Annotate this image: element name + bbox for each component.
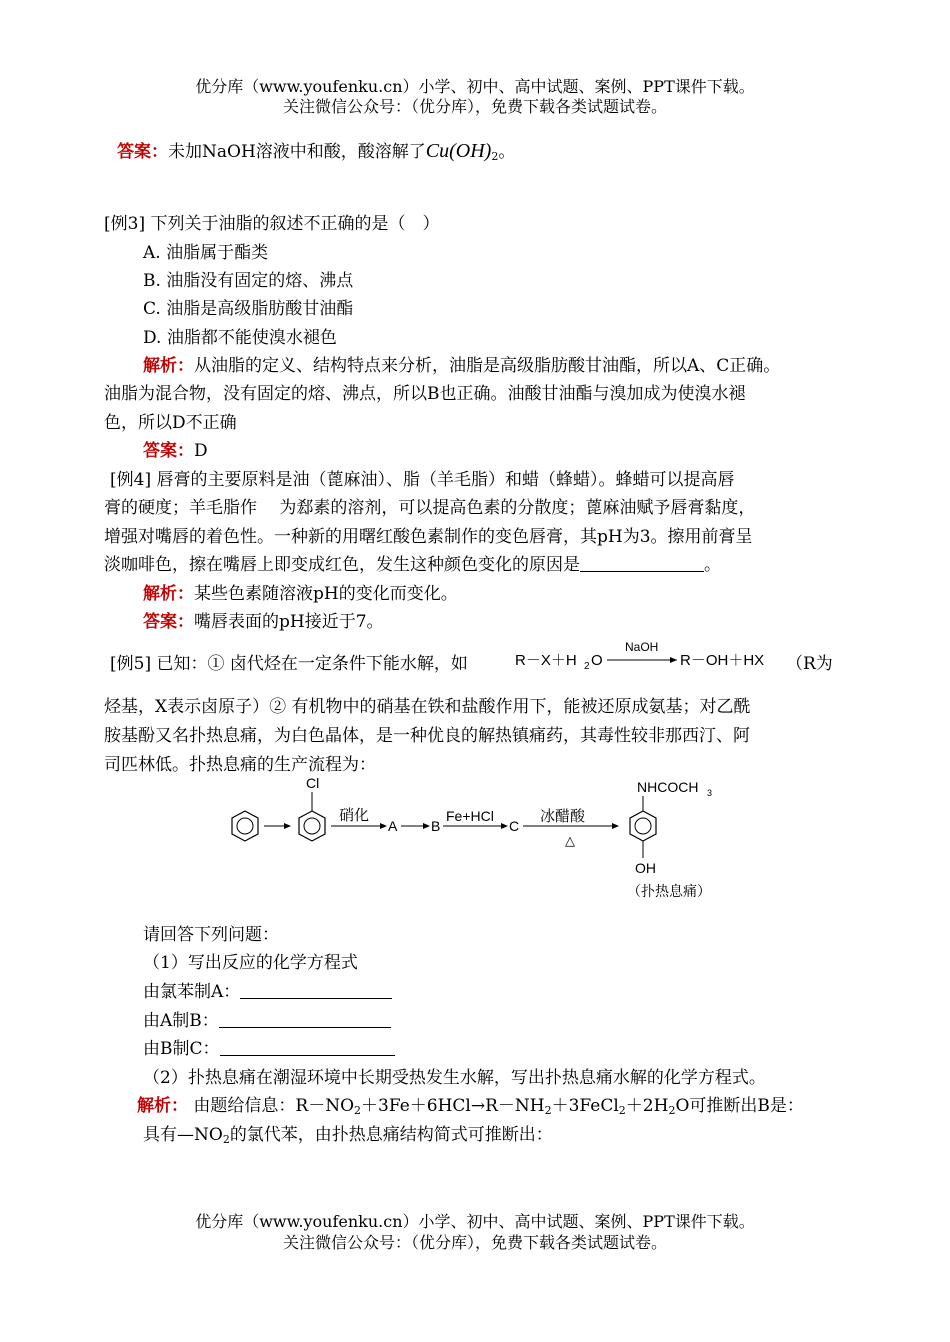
- ex3-option-a: A. 油脂属于酯类: [143, 243, 269, 263]
- ex5-q1c: 由B制C：: [143, 1038, 395, 1060]
- nitration-label: 硝化: [339, 807, 370, 824]
- analysis-label: 解析：: [143, 584, 194, 604]
- ex3-answer: 答案：D: [143, 441, 208, 461]
- ex5-intro-end: （R为: [786, 654, 833, 674]
- ex5-line-1: 烃基，X表示卤原子）② 有机物中的硝基在铁和盐酸作用下，能被还原成氨基；对乙酰: [104, 697, 751, 717]
- ex3-question: [例3] 下列关于油脂的叙述不正确的是（ ）: [104, 214, 440, 234]
- ex5-intro: [例5] 已知：① 卤代烃在一定条件下能水解，如: [110, 654, 468, 674]
- answer-label: 答案：: [117, 142, 168, 162]
- nhcoch3-group: NHCOCH: [637, 779, 699, 795]
- ex3-analysis-2: 油脂为混合物，没有固定的熔、沸点，所以B也正确。油酸甘油酯与溴加成为使溴水褪: [104, 384, 746, 404]
- eq-h2o-sub: 2: [584, 661, 590, 672]
- ex5-prompt: 请回答下列问题：: [143, 925, 279, 945]
- cl-label: Cl: [306, 775, 320, 791]
- ex4-line-1: [例4] 唇膏的主要原料是油（蓖麻油）、脂（羊毛脂）和蜡（蜂蜡）。蜂蜡可以提高唇: [110, 470, 735, 490]
- paracetamol-structure: [627, 779, 712, 899]
- nhcoch3-sub: 3: [707, 788, 713, 798]
- header-line-1: 优分库（www.youfenku.cn）小学、初中、高中试题、案例、PPT课件下载。: [195, 77, 755, 96]
- footer-line-1: 优分库（www.youfenku.cn）小学、初中、高中试题、案例、PPT课件下载。: [195, 1212, 755, 1231]
- intermediate-b: B: [431, 818, 441, 834]
- acetic-acid-label: 冰醋酸: [540, 808, 586, 825]
- oh-group: OH: [635, 860, 656, 876]
- ex3-analysis-3: 色，所以D不正确: [104, 413, 237, 433]
- reduction-reagent: Fe+HCl: [446, 808, 494, 824]
- arrow-acetylation: [523, 808, 619, 848]
- formula: Cu(OH): [425, 140, 492, 162]
- answer-text: 未加NaOH溶液中和酸，酸溶解了: [168, 142, 426, 162]
- analysis-label: 解析：: [137, 1096, 188, 1116]
- ex3-option-b: B. 油脂没有固定的熔、沸点: [143, 271, 354, 291]
- ex5-line-3: 司匹林低。扑热息痛的生产流程为：: [104, 755, 376, 775]
- arrow-2: [401, 823, 430, 829]
- ex3-option-c: C. 油脂是高级脂肪酸甘油酯: [143, 299, 354, 319]
- eq-arrow-head: [670, 657, 677, 663]
- eq-left: R－X＋H: [515, 652, 577, 669]
- ex4-line-3: 增强对嘴唇的着色性。一种新的用曙红酸色素制作的变色唇膏，其pH为3。擦用前膏呈: [104, 527, 753, 547]
- ex5-analysis-1: 解析： 由题给信息：$R-NO_2+3Fe+6HCl\to R-NH_2+3FeCl_2+2H_2O$可推断出B是：: [137, 1096, 804, 1117]
- prev-answer: [117, 140, 515, 168]
- arrow-nitration: [331, 807, 387, 829]
- ex4-line-2: 膏的硬度；羊毛脂作 为郄素的溶剂，可以提高色素的分散度；蓖麻油赋予唇膏黏度，: [104, 498, 756, 518]
- eq-h2o-o: O: [591, 652, 603, 669]
- ex4-line-4: 淡咖啡色，擦在嘴唇上即变成红色，发生这种颜色变化的原因是 。: [104, 555, 721, 575]
- benzene-ring: [232, 811, 258, 841]
- heat-symbol: △: [565, 833, 575, 848]
- answer-label: 答案：: [143, 612, 194, 632]
- intermediate-c: C: [509, 818, 520, 834]
- ex3-analysis-1: 解析：从油脂的定义、结构特点来分析，油脂是高级脂肪酸甘油酯，所以A、C正确。: [143, 356, 781, 376]
- hydrolysis-equation: [515, 638, 780, 674]
- eq-right: R－OH＋HX: [680, 652, 765, 669]
- answer-end: 。: [498, 142, 516, 162]
- footer-line-2: 关注微信公众号：（优分库），免费下载各类试题试卷。: [282, 1233, 667, 1252]
- arrow-1: [264, 823, 291, 829]
- ex3-option-d: D. 油脂都不能使溴水褪色: [143, 328, 337, 348]
- ex5-q1a: 由氯苯制A：: [143, 981, 392, 1003]
- ex5-q1b: 由A制B：: [143, 1010, 391, 1032]
- synthesis-flow-diagram: [225, 772, 735, 908]
- answer-blank-a[interactable]: [240, 982, 392, 999]
- product-name: （扑热息痛）: [627, 883, 711, 899]
- answer-blank-b[interactable]: [219, 1011, 391, 1028]
- ex5-q1: （1）写出反应的化学方程式: [143, 953, 358, 973]
- eq-condition: NaOH: [625, 640, 659, 654]
- formula-sub: 2: [491, 150, 499, 163]
- ex5-analysis-2: 具有$—NO_2$的氯代苯，由扑热息痛结构简式可推断出：: [143, 1125, 553, 1146]
- ex4-answer: 答案：嘴唇表面的pH接近于7。: [143, 612, 384, 632]
- analysis-label: 解析：: [143, 356, 194, 376]
- answer-blank[interactable]: [580, 555, 704, 572]
- ex4-analysis: 解析：某些色素随溶液pH的变化而变化。: [143, 584, 458, 604]
- answer-label: 答案：: [143, 441, 194, 461]
- chlorobenzene: [299, 775, 325, 841]
- header-line-2: 关注微信公众号：（优分库），免费下载各类试题试卷。: [282, 97, 667, 116]
- answer-blank-c[interactable]: [220, 1039, 395, 1056]
- arrow-reduction: [443, 808, 508, 829]
- ex5-line-2: 胺基酚又名扑热息痛，为白色晶体，是一种优良的解热镇痛药，其毒性较非那西汀、阿: [104, 726, 750, 746]
- ex5-q2: （2）扑热息痛在潮湿环境中长期受热发生水解，写出扑热息痛水解的化学方程式。: [143, 1068, 766, 1088]
- intermediate-a: A: [388, 818, 398, 834]
